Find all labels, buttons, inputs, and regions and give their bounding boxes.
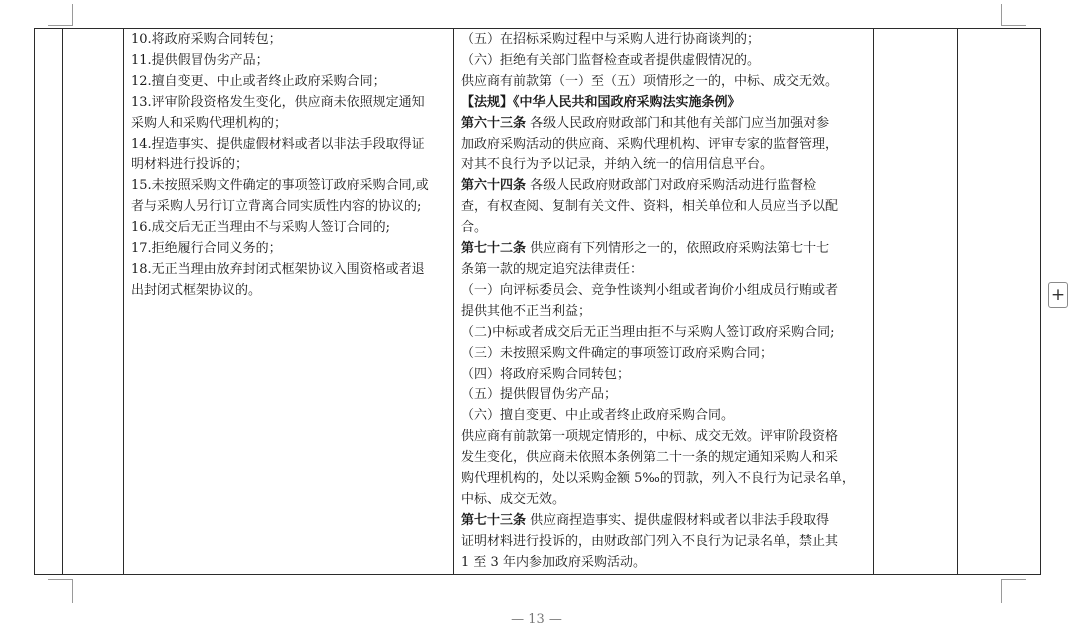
legal-text-line xyxy=(461,239,867,260)
legal-text-line xyxy=(461,427,867,448)
crop-mark xyxy=(1001,4,1002,26)
legal-text: （五）在招标采购过程中与采购人进行协商谈判的； xyxy=(461,32,761,47)
violation-item: 者与采购人另行订立背离合同实质性内容的协议的; xyxy=(131,199,422,215)
violation-item: 15.未按照采购文件确定的事项签订政府采购合同,或 xyxy=(131,178,429,194)
empty-cell xyxy=(874,29,958,575)
crop-mark xyxy=(48,25,73,26)
index-cell xyxy=(35,29,63,575)
violation-item: 14.捏造事实、提供虚假材料或者以非法手段取得证 xyxy=(131,136,425,152)
legal-text-line xyxy=(461,218,867,239)
violation-item: 13.评审阶段资格发生变化，供应商未依照规定通知 xyxy=(131,94,425,110)
legal-text-line xyxy=(461,532,867,553)
article-heading: 第六十四条 xyxy=(461,178,527,194)
violation-item: 18.无正当理由放弃封闭式框架协议入围资格或者退 xyxy=(131,261,425,277)
article-heading: 第七十三条 xyxy=(461,512,527,528)
article-heading: 第七十二条 xyxy=(461,241,527,257)
legal-text-line xyxy=(461,469,867,490)
legal-text: 中标、成交无效。 xyxy=(461,491,566,507)
violation-item: 17.拒绝履行合同义务的； xyxy=(131,241,282,257)
crop-mark xyxy=(48,579,73,580)
empty-cell xyxy=(958,29,1041,575)
legal-text-line xyxy=(461,406,867,427)
legal-text-line xyxy=(461,281,867,302)
legal-text: （六）拒绝有关部门监督检查或者提供虚假情况的。 xyxy=(461,52,761,68)
crop-mark xyxy=(72,579,73,603)
legal-text: 证明材料进行投诉的，由财政部门列入不良行为记录名单，禁止其 xyxy=(461,533,839,549)
crop-mark xyxy=(1001,579,1002,603)
legal-text-line xyxy=(461,553,867,574)
violation-item: 出封闭式框架协议的。 xyxy=(131,282,262,298)
legal-text-line xyxy=(461,490,867,511)
violation-item: 采购人和采购代理机构的； xyxy=(131,115,288,131)
crop-mark xyxy=(72,4,73,26)
legal-text: 加政府采购活动的供应商、采购代理机构、评审专家的监督管理， xyxy=(461,136,839,152)
legal-text-line xyxy=(461,93,867,114)
violation-item: 明材料进行投诉的； xyxy=(131,157,249,173)
violation-list-cell xyxy=(124,29,454,575)
legal-text-line xyxy=(461,260,867,281)
page-number: — 13 — xyxy=(511,612,562,627)
legal-text-line xyxy=(461,176,867,197)
legal-text-line xyxy=(461,135,867,156)
article-heading: 【法规】《中华人民共和国政府采购法实施条例》 xyxy=(461,94,741,110)
legal-text-line xyxy=(461,197,867,218)
violation-item: 11.提供假冒伪劣产品； xyxy=(131,52,269,68)
legal-text-line xyxy=(461,72,867,93)
violation-item: 16.成交后无正当理由不与采购人签订合同的; xyxy=(131,220,391,236)
legal-text: 供应商有前款第（一）至（五）项情形之一的，中标、成交无效。 xyxy=(461,73,839,89)
legal-text: 提供其他不正当利益； xyxy=(461,303,592,319)
expand-button[interactable]: + xyxy=(1048,282,1068,308)
legal-text: （四）将政府采购合同转包； xyxy=(461,366,631,382)
category-cell xyxy=(63,29,124,575)
legal-text: 供应商有下列情形之一的，依照政府采购法第七十七 xyxy=(526,241,830,257)
legal-text: 发生变化，供应商未依照本条例第二十一条的规定通知采购人和采 xyxy=(461,450,839,466)
legal-text-line xyxy=(461,302,867,323)
legal-text: 供应商有前款第一项规定情形的，中标、成交无效。评审阶段资格 xyxy=(461,429,839,445)
crop-mark xyxy=(1001,25,1026,26)
legal-text-line xyxy=(461,344,867,365)
legal-text: （五）提供假冒伪劣产品； xyxy=(461,387,618,403)
legal-text: 条第一款的规定追究法律责任： xyxy=(461,261,644,277)
legal-text-line xyxy=(461,30,867,51)
legal-text-line xyxy=(461,511,867,532)
legal-text: 对其不良行为予以记录，并纳入统一的信用信息平台。 xyxy=(461,157,774,173)
legal-basis-cell xyxy=(454,29,874,575)
table-row xyxy=(35,29,1041,575)
article-heading: 第六十三条 xyxy=(461,115,527,131)
legal-text: （三）未按照采购文件确定的事项签订政府采购合同； xyxy=(461,345,774,361)
legal-text: 1 至 3 年内参加政府采购活动。 xyxy=(461,554,646,570)
legal-text: 查，有权查阅、复制有关文件、资料，相关单位和人员应当予以配 xyxy=(461,199,839,215)
legal-text-line xyxy=(461,365,867,386)
legal-text: 各级人民政府财政部门对政府采购活动进行监督检 xyxy=(526,178,817,194)
legal-text: （六）擅自变更、中止或者终止政府采购合同。 xyxy=(461,408,735,424)
legal-text-line xyxy=(461,323,867,344)
legal-text: 各级人民政府财政部门和其他有关部门应当加强对参 xyxy=(526,115,830,131)
legal-text: 供应商捏造事实、提供虚假材料或者以非法手段取得 xyxy=(526,512,830,528)
violation-item: 10.将政府采购合同转包； xyxy=(131,32,282,47)
legal-text-line xyxy=(461,448,867,469)
legal-text: 购代理机构的，处以采购金额 5‰的罚款，列入不良行为记录名单， xyxy=(461,471,855,487)
legal-text-line xyxy=(461,155,867,176)
violation-item: 12.擅自变更、中止或者终止政府采购合同； xyxy=(131,73,386,89)
crop-mark xyxy=(1001,579,1026,580)
legal-text: 合。 xyxy=(461,220,488,236)
legal-text-line xyxy=(461,114,867,135)
legal-text: （一）向评标委员会、竞争性谈判小组或者询价小组成员行贿或者 xyxy=(461,282,839,298)
regulation-table xyxy=(34,28,1041,575)
legal-text-line xyxy=(461,51,867,72)
legal-text-line xyxy=(461,385,867,406)
legal-text: （二)中标或者成交后无正当理由拒不与采购人签订政府采购合同; xyxy=(461,324,835,340)
